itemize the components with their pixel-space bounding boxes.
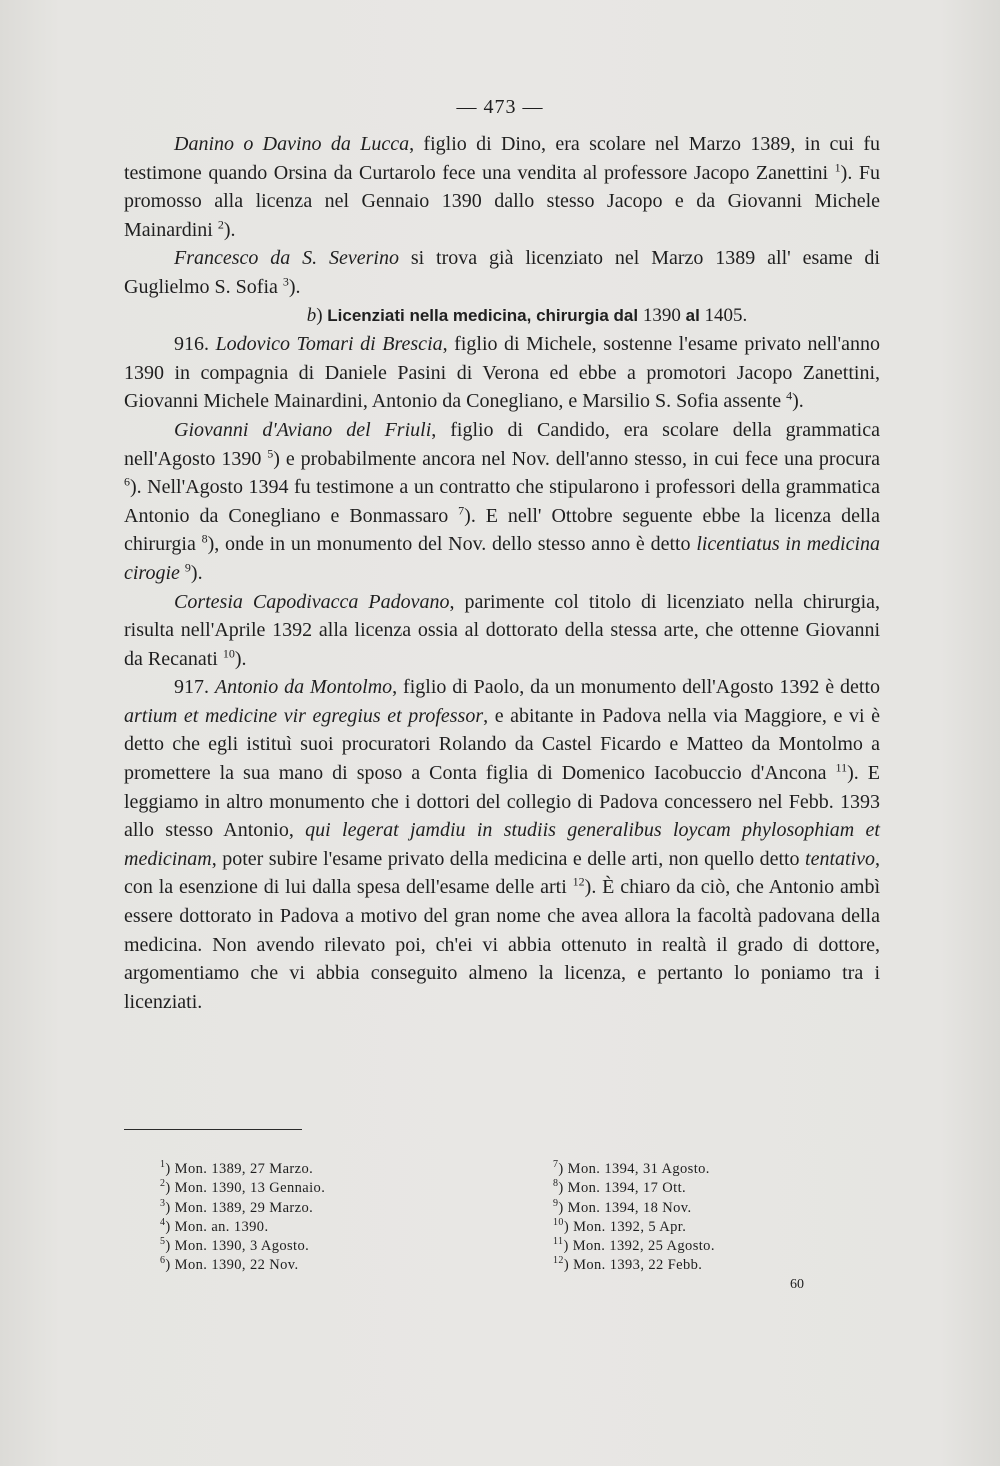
footnote-paren: ) [558,1199,568,1216]
text-span: ). E nell' Ottobre seguente ebbe la licenza della chirurgia [124,504,880,556]
text-span: ). È chiaro da ciò, che Antonio ambì essere dottorato in Padova a motivo del gran nome che avea allora la facoltà padovana della medicina. Non avendo rilevato poi, ch'ei vi abbia ottenuto in realtà il grado di dottore, argomentiamo che vi abbia conseguito almeno la licenza, e pertanto lo poniamo tra i licenziati. [124,876,880,1013]
paragraph [124,416,880,588]
footnote-item [160,1160,325,1179]
text-span: , figlio di Michele, sostenne l'esame privato nell'anno 1390 in compagnia di Daniele Pasini di Verona ed ebbe a promotori Jacopo Zanettini, Giovanni Michele Mainardini, Antonio da Conegliano, e Marsilio S. Sofia assente [124,333,881,413]
footnote-number: 6 [160,1255,166,1267]
text-span: si trova già licenziato nel Marzo 1389 all' esame di Guglielmo S. Sofia [124,247,880,298]
text-span: ). [288,275,301,298]
footnote-text: Mon. 1389, 27 Marzo. [174,1161,314,1177]
footnotes-left-column [160,1160,325,1276]
footnote-text: Mon. 1393, 22 Febb. [573,1257,703,1274]
paragraph [124,673,880,1016]
footnote-ref: 12 [572,874,585,889]
footnote-item [553,1199,715,1218]
footnote-paren: ) [563,1218,574,1235]
paragraph [124,130,880,244]
italic-span: Cortesia Capodivacca Padovano [174,590,450,613]
footnote-text: Mon. 1390, 13 Gennaio. [174,1180,326,1197]
footnote-number: 8 [553,1178,559,1190]
section-heading-al: al [685,305,700,325]
footnote-text: Mon. 1390, 22 Nov. [174,1257,299,1274]
section-letter-paren: ) [316,304,328,326]
footnote-ref: 11 [835,760,848,775]
footnote-paren: ) [165,1238,175,1255]
italic-span: Francesco da S. Severino [174,247,399,270]
footnote-item [160,1199,325,1218]
footnote-paren: ) [165,1257,175,1274]
footnote-text: Mon. 1389, 29 Marzo. [174,1199,314,1216]
italic-span: artium et medicine vir egregius et professor [124,704,484,727]
text-span: ). Fu promosso alla licenza nel Gennaio 1390 dallo stesso Jacopo e da Giovanni Michele Mainardini [124,161,880,241]
text-span: , figlio di Paolo, da un monumento dell'Agosto 1392 è detto [392,676,880,699]
section-letter: b [306,304,317,326]
footnote-ref: 1 [834,159,841,174]
footnote-paren: ) [165,1218,175,1235]
footnote-paren: ) [165,1199,175,1216]
footnote-separator [124,1129,302,1130]
footnote-text: Mon. 1392, 5 Apr. [573,1218,687,1235]
footnote-ref: 7 [458,503,465,518]
footnote-number: 10 [553,1217,564,1229]
text-span: ), onde in un monumento del Nov. dello stesso anno è detto [207,533,697,556]
footnote-ref: 5 [267,445,274,460]
italic-span: Giovanni d'Aviano del Friuli [174,418,432,441]
footnote-item [553,1179,715,1198]
footnote-paren: ) [558,1161,568,1177]
footnote-number: 2 [160,1178,166,1190]
footnote-paren: ) [563,1257,574,1274]
text-span: ). [234,647,247,670]
footnote-number: 7 [553,1159,559,1171]
page-number: — 473 — [456,96,544,118]
text-span: ). Nell'Agosto 1394 fu testimone a un contratto che stipularono i professori della grammatica Antonio da Conegliano e Bonmassaro [124,476,880,527]
paragraph-group-2 [124,330,880,1016]
text-span: , poter subire l'esame privato della medicina e delle arti, non quello detto [211,847,806,870]
footnote-text: Mon. 1390, 3 Agosto. [174,1238,310,1255]
main-text [124,130,880,1016]
section-heading-text: Licenziati nella medicina, chirurgia dal [327,305,639,325]
text-span: 917. [174,676,215,699]
footnote-ref: 6 [124,474,130,489]
footnote-item [553,1237,715,1256]
italic-span: licentiatus in medicina cirogie [124,533,880,584]
footnote-item [553,1218,715,1237]
footnote-number: 11 [553,1236,564,1248]
footnote-item [160,1237,325,1256]
footnote-ref: 8 [201,531,208,546]
footnote-ref: 10 [222,646,235,661]
italic-span: qui legerat jamdiu in studiis generalibus loycam phylosophiam et medicinam [124,819,880,870]
footnote-ref: 9 [184,560,191,575]
footnote-item [160,1218,325,1237]
text-span: , parimente col titolo di licenziato nella chirurgia, risulta nell'Aprile 1392 alla licenza ossia al dottorato della stessa arte, che ottenne Giovanni da Recanati [124,590,880,670]
footnote-item [160,1256,325,1275]
footnote-item [553,1256,715,1275]
footnote-number: 3 [160,1197,166,1209]
paragraph [124,588,880,674]
paragraph [124,244,880,301]
italic-span: Danino o Davino da Lucca [174,133,410,155]
section-heading-year-start: 1390 [638,304,686,326]
footnote-paren: ) [165,1180,175,1197]
text-span: ). [190,561,203,584]
italic-span: Antonio da Montolmo [214,676,393,699]
italic-span: Lodovico Tomari di Brescia [215,333,443,356]
footnote-number: 12 [553,1255,564,1267]
text-span: , e abitante in Padova nella via Maggiore, e vi è detto che egli istituì suoi procuratori Rolando da Castel Ficardo e Matteo da Montolmo a promettere la sua mano di sposo a Conta figlia di Domenico Iacobuccio d'Ancona [124,704,880,785]
text-span: ). [792,390,804,413]
paragraph [124,330,880,416]
footnote-ref: 2 [217,217,224,232]
signature-mark: 60 [790,1277,804,1292]
paragraph-group-1 [124,130,880,302]
footnotes-right-column [553,1160,715,1276]
footnote-text: Mon. 1392, 25 Agosto. [572,1238,715,1255]
text-span: , figlio di Dino, era scolare nel Marzo 1389, in cui fu testimone quando Orsina da Curtarolo fece una vendita al professore Jacopo Zanettini [124,133,880,184]
footnote-text: Mon. 1394, 31 Agosto. [567,1161,710,1177]
text-span: , con la esenzione di lui dalla spesa dell'esame delle arti [124,847,880,899]
footnote-paren: ) [563,1238,573,1255]
footnote-number: 4 [160,1217,166,1229]
footnote-number: 5 [160,1236,166,1248]
footnote-ref: 3 [282,274,289,289]
footnote-paren: ) [165,1161,175,1177]
italic-span: tentativo [805,847,875,870]
section-heading-year-end: 1405. [699,304,748,326]
section-heading [124,302,880,331]
footnote-ref: 4 [786,388,793,403]
text-span: , figlio di Candido, era scolare della grammatica nell'Agosto 1390 [124,418,880,470]
text-span: 916. [174,333,216,356]
text-span: ) e probabilmente ancora nel Nov. dell'anno stesso, in cui fece una procura [273,447,880,470]
footnote-text: Mon. an. 1390. [174,1218,269,1235]
footnote-item [553,1160,715,1179]
text-span: ). [223,218,236,241]
footnote-text: Mon. 1394, 18 Nov. [567,1199,692,1216]
footnote-item [160,1179,325,1198]
footnote-paren: ) [558,1180,568,1197]
footnote-number: 1 [160,1159,166,1171]
text-span: ). E leggiamo in altro monumento che i dottori del collegio di Padova concessero nel Febb. 1393 allo stesso Antonio, [124,762,880,842]
footnote-number: 9 [553,1197,559,1209]
footnote-text: Mon. 1394, 17 Ott. [567,1180,687,1197]
